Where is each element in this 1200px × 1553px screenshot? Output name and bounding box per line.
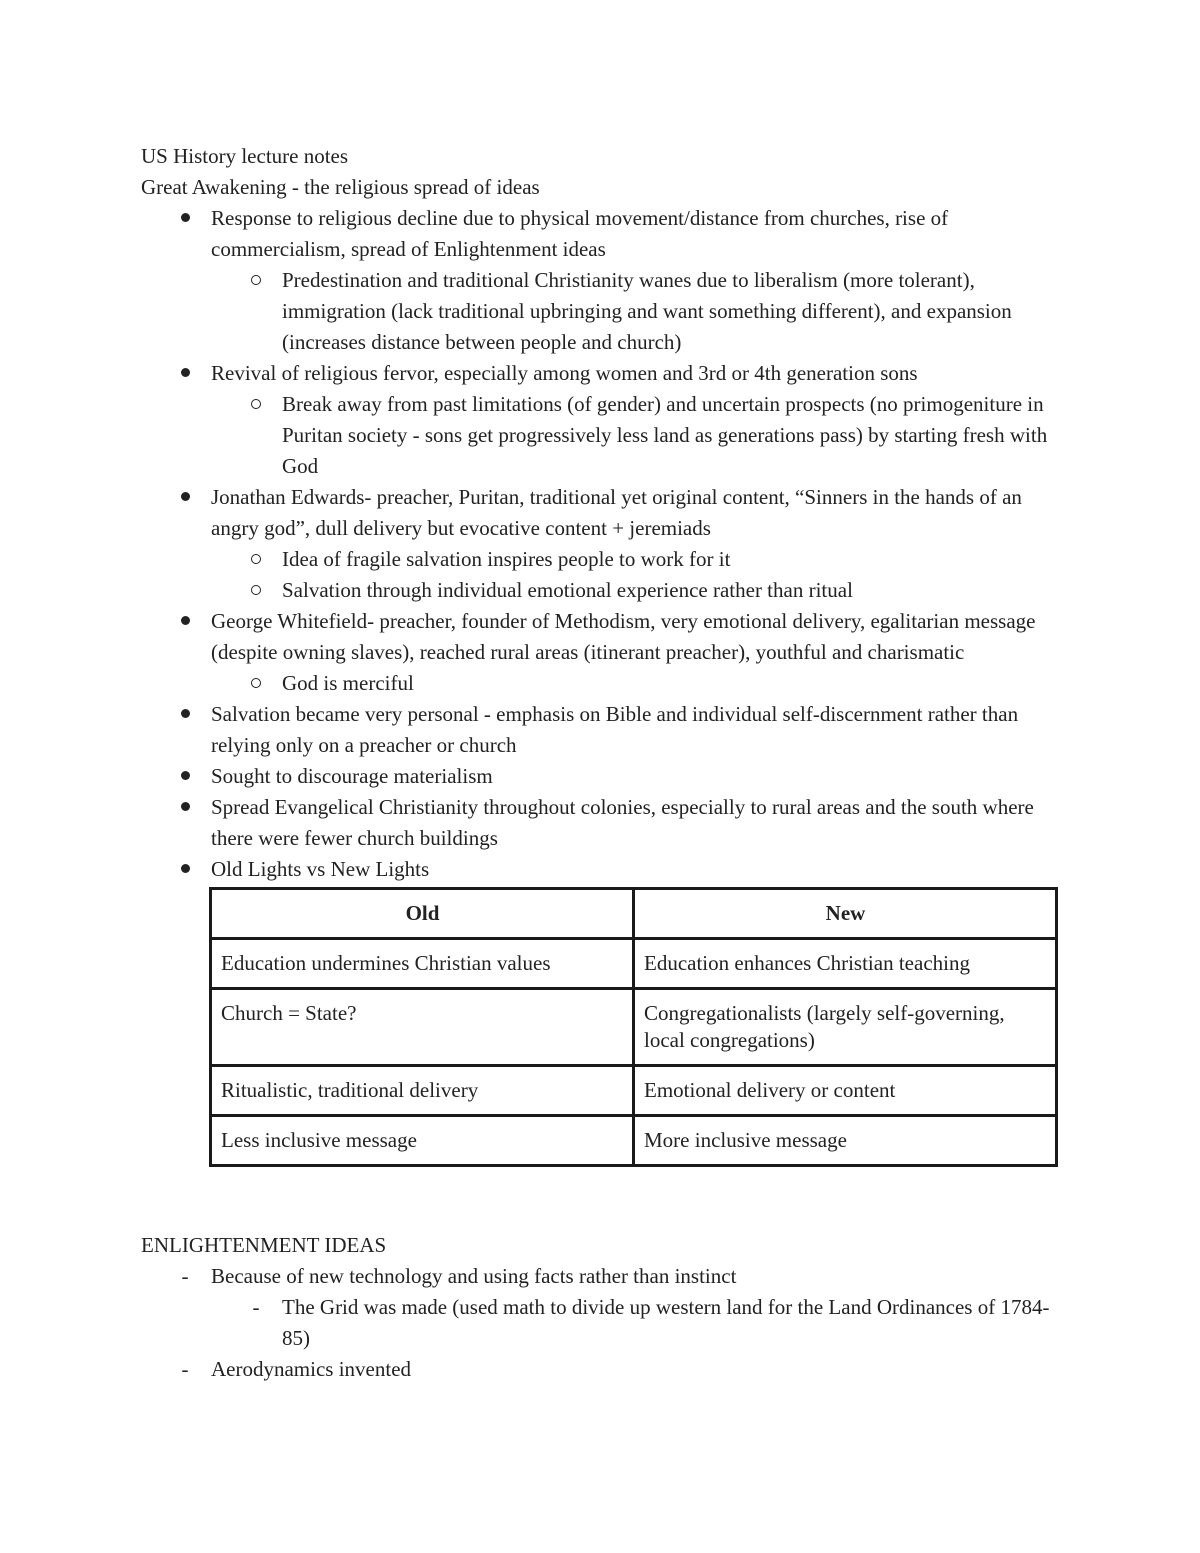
table-row <box>211 939 1057 989</box>
list-item: Salvation became very personal - emphasis on Bible and individual self-discernment rather than relying only on a preacher or church <box>141 699 1071 761</box>
bullet-icon <box>175 203 195 234</box>
bullet-icon <box>175 699 195 730</box>
bullet-icon <box>175 792 195 823</box>
table-cell: Education enhances Christian teaching <box>634 939 1057 989</box>
bullet-icon <box>175 482 195 513</box>
circle-bullet-icon <box>246 668 266 699</box>
dash-bullet-icon: - <box>252 1295 260 1319</box>
table-row <box>211 1066 1057 1116</box>
table-cell: Less inclusive message <box>211 1116 634 1166</box>
circle-bullet-icon <box>246 544 266 575</box>
list-item: George Whitefield- preacher, founder of Methodism, very emotional delivery, egalitarian message (despite owning slaves), reached rural areas (itinerant preacher), youthful and charismatic <box>141 606 1071 668</box>
list-item: Old Lights vs New Lights <box>141 854 1071 885</box>
circle-bullet-icon <box>246 575 266 606</box>
list-item: Spread Evangelical Christianity throughout colonies, especially to rural areas and the south where there were fewer church buildings <box>141 792 1071 854</box>
table-cell: Ritualistic, traditional delivery <box>211 1066 634 1116</box>
column-header-old: Old <box>211 889 634 939</box>
section-heading-enlightenment: ENLIGHTENMENT IDEAS <box>141 1233 387 1257</box>
table-cell: Congregationalists (largely self-governing, local congregations) <box>634 989 1057 1066</box>
sub-list-item: Salvation through individual emotional experience rather than ritual <box>141 575 1071 606</box>
table-header-row <box>211 889 1057 939</box>
table-row <box>211 1116 1057 1166</box>
bullet-icon <box>175 358 195 389</box>
table-cell: Church = State? <box>211 989 634 1066</box>
document-body <box>141 141 1071 1385</box>
dash-bullet-icon: - <box>181 1264 189 1288</box>
dash-bullet-icon: - <box>181 1357 189 1381</box>
circle-bullet-icon <box>246 389 266 420</box>
sub-list-item: Predestination and traditional Christianity wanes due to liberalism (more tolerant), immigration (lack traditional upbringing and want something different), and expansion (increases distance between people and church) <box>141 265 1071 358</box>
table-cell: More inclusive message <box>634 1116 1057 1166</box>
list-item: Response to religious decline due to physical movement/distance from churches, rise of commercialism, spread of Enlightenment ideas <box>141 203 1071 265</box>
table-cell: Education undermines Christian values <box>211 939 634 989</box>
bullet-icon <box>175 606 195 637</box>
table-cell: Emotional delivery or content <box>634 1066 1057 1116</box>
page-title: US History lecture notes <box>141 144 349 168</box>
great-awakening-list <box>141 203 1071 885</box>
list-item: Sought to discourage materialism <box>141 761 1071 792</box>
sub-list-item: - The Grid was made (used math to divide up western land for the Land Ordinances of 1784-85) <box>141 1292 1071 1354</box>
column-header-new: New <box>634 889 1057 939</box>
spacer <box>141 1167 1071 1230</box>
sub-list-item: God is merciful <box>141 668 1071 699</box>
sub-list-item: Break away from past limitations (of gender) and uncertain prospects (no primogeniture in Puritan society - sons get progressively less land as generations pass) by starting fresh with God <box>141 389 1071 482</box>
circle-bullet-icon <box>246 265 266 296</box>
old-vs-new-lights-table <box>209 887 1058 1167</box>
list-item: Revival of religious fervor, especially among women and 3rd or 4th generation sons <box>141 358 1071 389</box>
list-item: Jonathan Edwards- preacher, Puritan, traditional yet original content, “Sinners in the hands of an angry god”, dull delivery but evocative content + jeremiads <box>141 482 1071 544</box>
bullet-icon <box>175 854 195 885</box>
section-heading-great-awakening: Great Awakening - the religious spread of ideas <box>141 175 540 199</box>
enlightenment-list <box>141 1261 1071 1385</box>
list-item: - Aerodynamics invented <box>141 1354 1071 1385</box>
table-row <box>211 989 1057 1066</box>
bullet-icon <box>175 761 195 792</box>
sub-list-item: Idea of fragile salvation inspires people to work for it <box>141 544 1071 575</box>
list-item: - Because of new technology and using facts rather than instinct <box>141 1261 1071 1292</box>
